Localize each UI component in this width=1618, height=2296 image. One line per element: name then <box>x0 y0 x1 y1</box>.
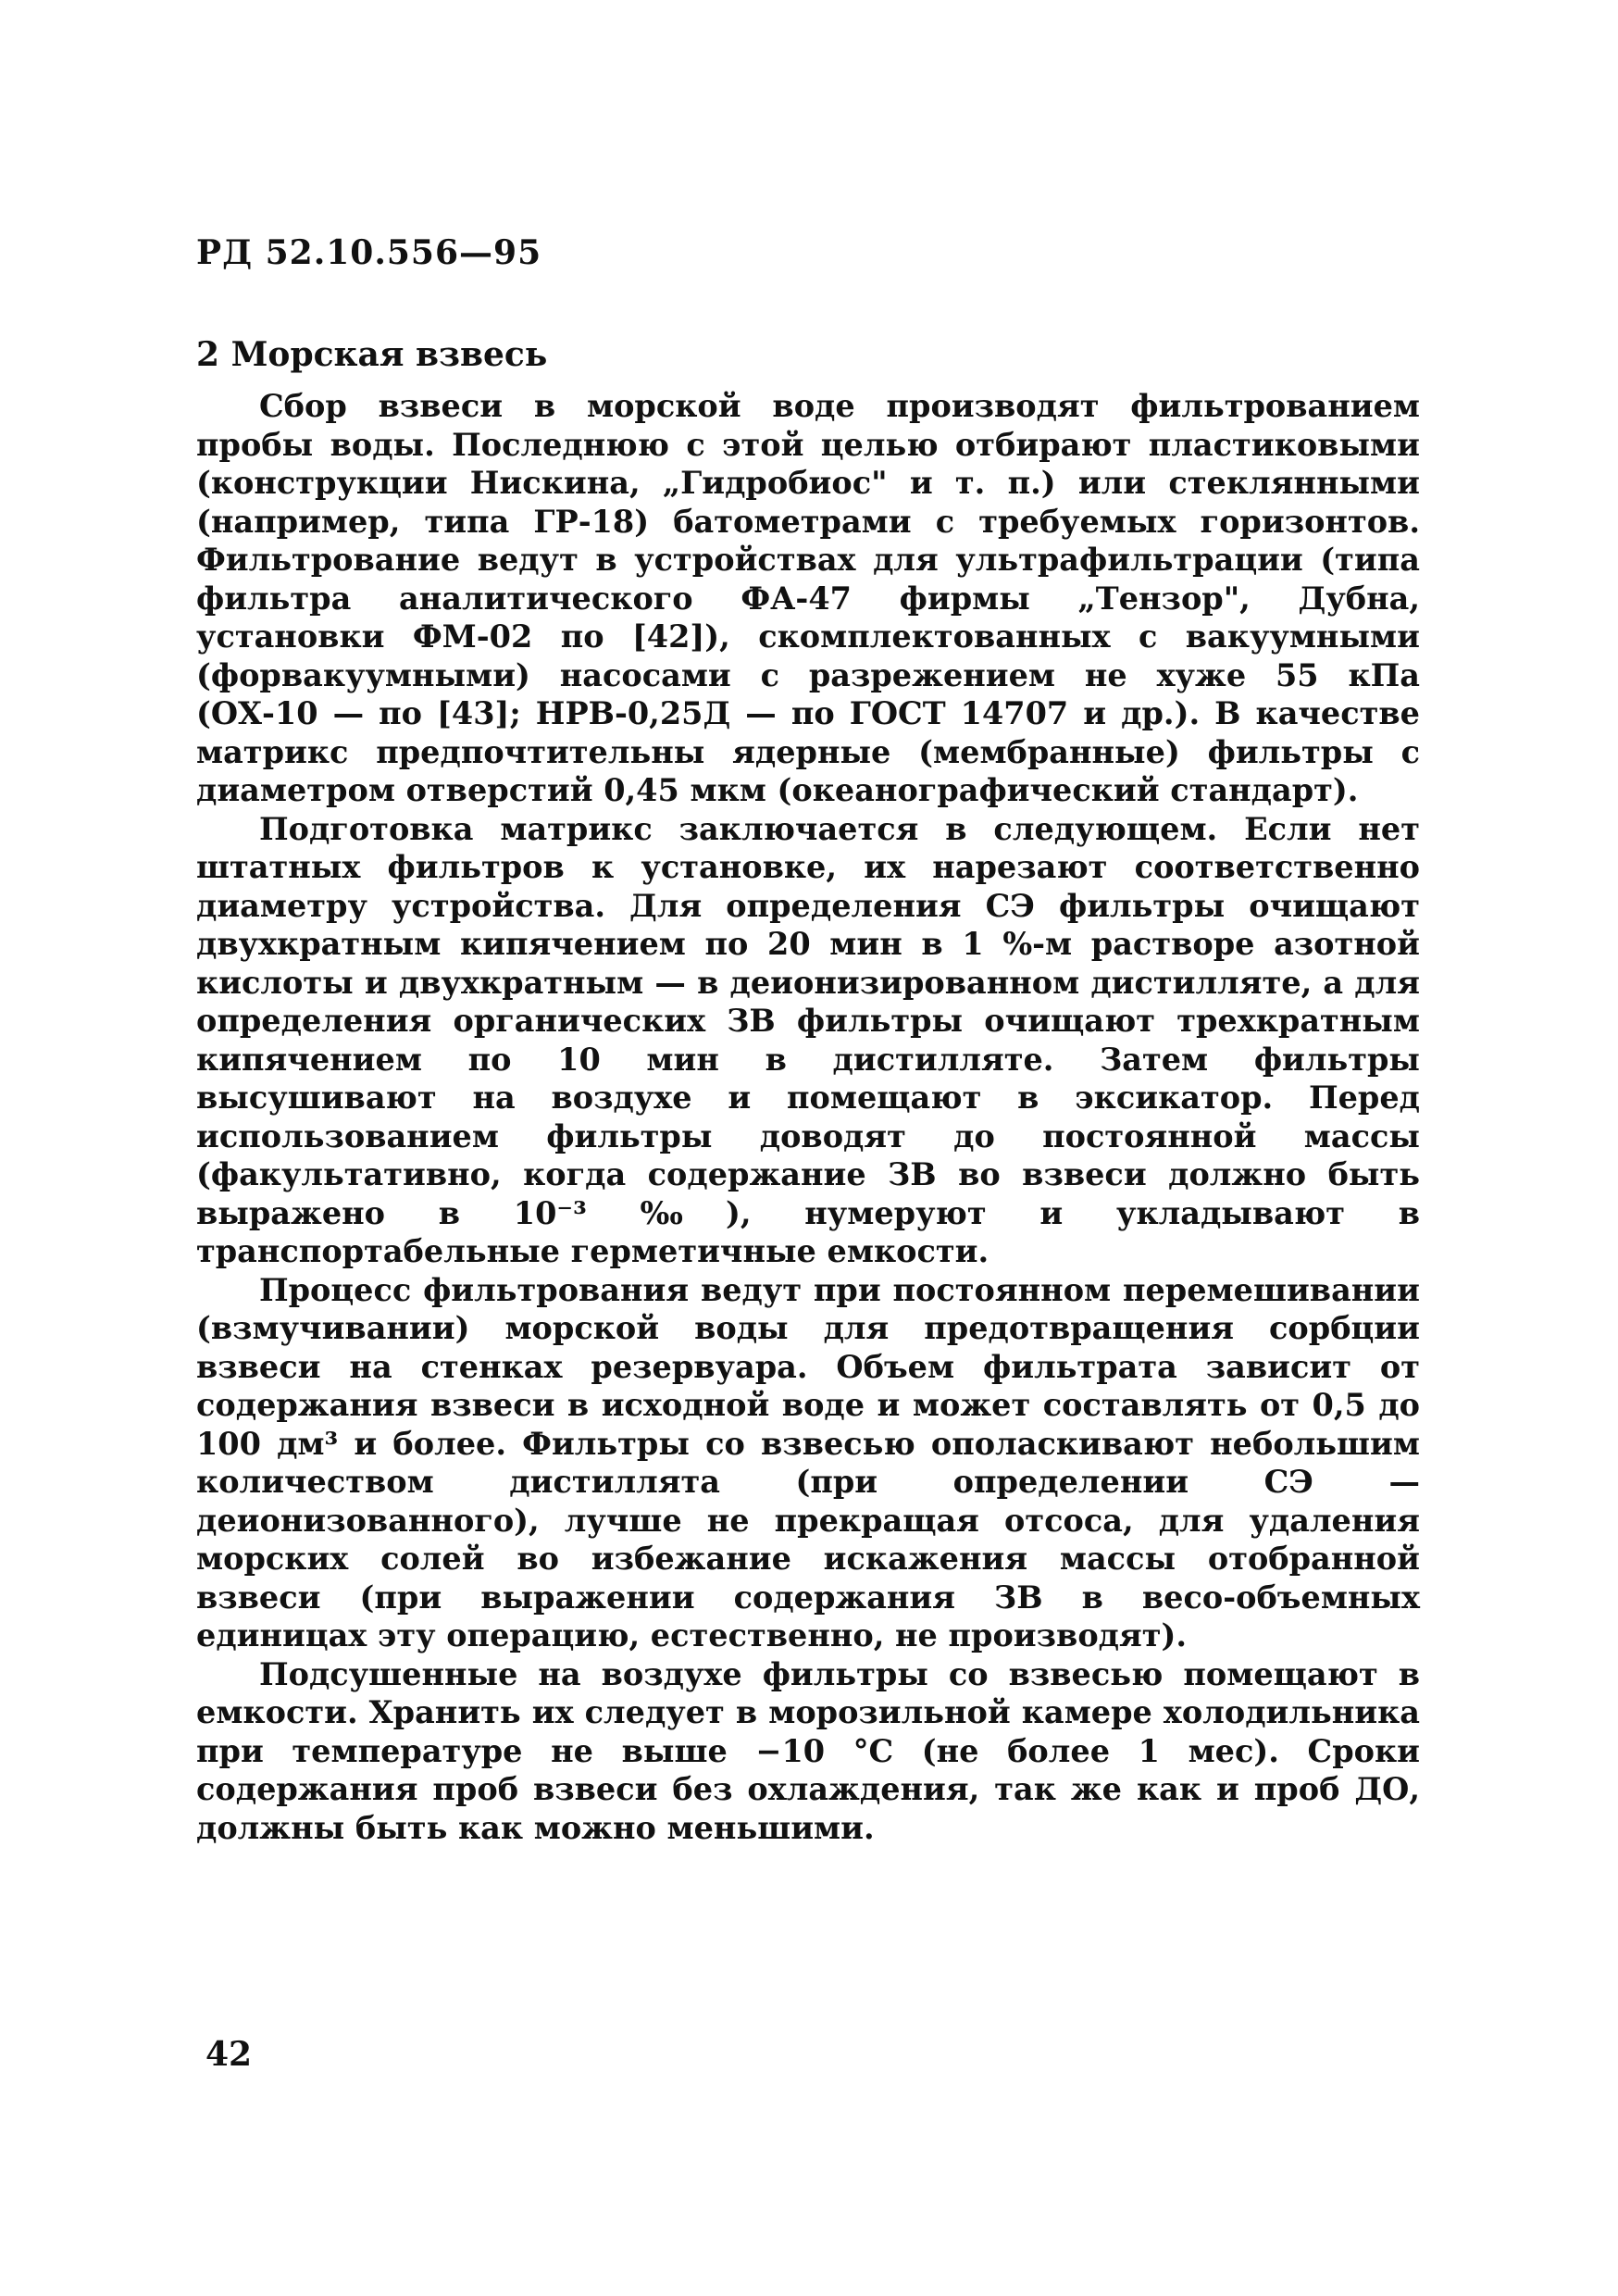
paragraph-2: Подготовка матрикс заключается в следующем. Если нет штатных фильтров к установке, их нарезают соответственно диаметру устройства. Для определения СЭ фильтры очищают двухкратным кипячением по 20 мин в 1 %-м растворе азотной кислоты и двухкратным — в деионизированном дистилляте, а для определения органических ЗВ фильтры очищают трехкратным кипячением по 10 мин в дистилляте. Затем фильтры высушивают на воздухе и помещают в эксикатор. Перед использованием фильтры доводят до постоянной массы (факультативно, когда содержание ЗВ во взвеси должно быть выражено в 10⁻³ ‰), нумеруют и укладывают в транспортабельные герметичные емкости. <box>196 810 1420 1269</box>
page-number: 42 <box>205 2035 253 2074</box>
paragraph-4: Подсушенные на воздухе фильтры со взвесью помещают в емкости. Хранить их следует в морозильной камере холодильника при температуре не выше −10 °С (не более 1 мес). Сроки содержания проб взвеси без охлаждения, так же как и проб ДО, должны быть как можно меньшими. <box>196 1655 1420 1846</box>
body-text <box>196 387 1420 1847</box>
paragraph-1: Сбор взвеси в морской воде производят фильтрованием пробы воды. Последнюю с этой целью отбирают пластиковыми (конструкции Нискина, „Гидробиос" и т. п.) или стеклянными (например, типа ГР-18) батометрами с требуемых горизонтов. Фильтрование ведут в устройствах для ультрафильтрации (типа фильтра аналитического ФА-47 фирмы „Тензор", Дубна, установки ФМ-02 по [42]), скомплектованных с вакуумными (форвакуумными) насосами с разрежением не хуже 55 кПа (ОХ-10 — по [43]; НРВ-0,25Д — по ГОСТ 14707 и др.). В качестве матрикс предпочтительны ядерные (мембранные) фильтры с диаметром отверстий 0,45 мкм (океанографический стандарт). <box>196 388 1420 808</box>
document-code: РД 52.10.556—95 <box>196 233 542 272</box>
section-title: 2 Морская взвесь <box>196 335 548 374</box>
paragraph-3: Процесс фильтрования ведут при постоянном перемешивании (взмучивании) морской воды для предотвращения сорбции взвеси на стенках резервуара. Объем фильтрата зависит от содержания взвеси в исходной воде и может составлять от 0,5 до 100 дм³ и более. Фильтры со взвесью ополаскивают небольшим количеством дистиллята (при определении СЭ — деионизованного), лучше не прекращая отсоса, для удаления морских солей во избежание искажения массы отобранной взвеси (при выражении содержания ЗВ в весо-объемных единицах эту операцию, естественно, не производят). <box>196 1271 1420 1653</box>
